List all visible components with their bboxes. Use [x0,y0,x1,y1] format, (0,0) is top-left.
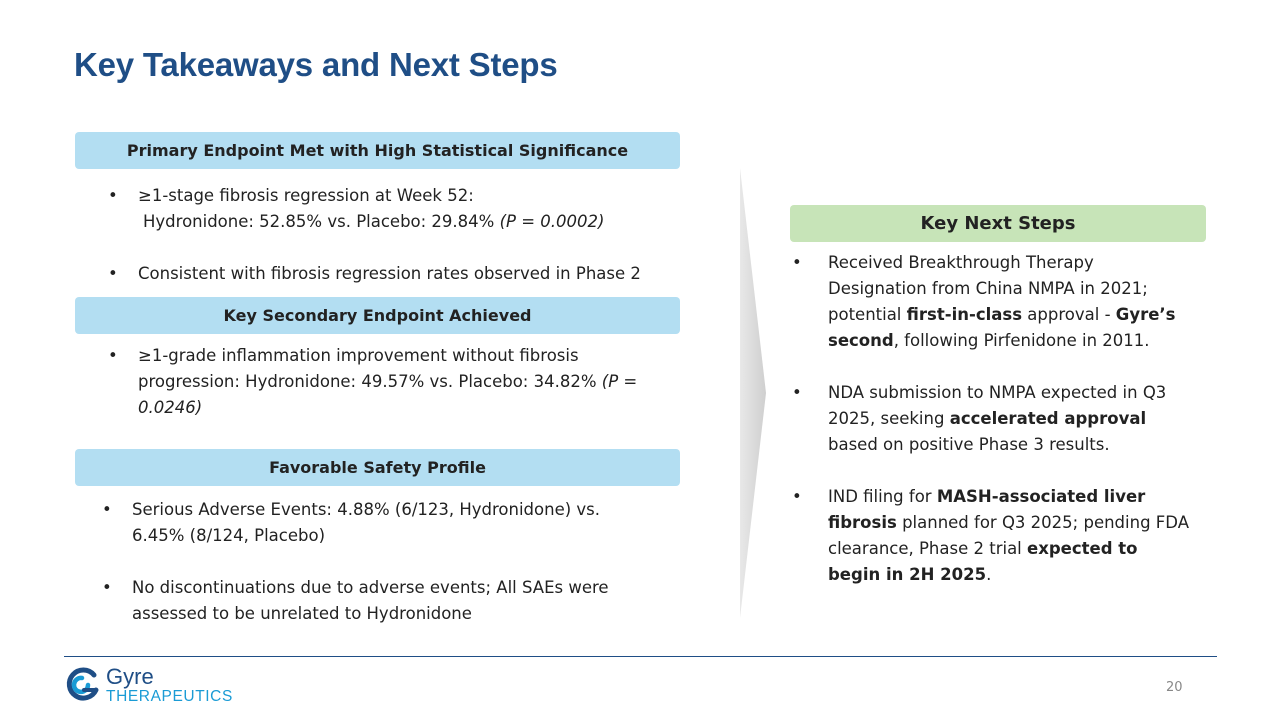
list-item [102,575,642,627]
bullet-text: , following Pirfenidone in 2011. [893,331,1150,350]
result-text: Hydronidone: 52.85% vs. Placebo: 29.84% [143,212,495,231]
gyre-swirl-logo-icon [64,666,100,704]
primary-endpoint-list [108,183,688,287]
secondary-endpoint-list [108,343,668,421]
p-value: (P = 0.0246) [138,372,638,417]
bullet-text: Received Breakthrough Therapy Designation from China NMPA in 2021; potential [828,253,1148,324]
bullet-text: Serious Adverse Events: 4.88% (6/123, Hydronidone) vs. 6.45% (8/124, Placebo) [132,500,601,545]
emphasis-text: expected to begin in 2H 2025 [828,539,1138,584]
bullet-text: NDA submission to NMPA expected in Q3 2025, seeking [828,383,1167,428]
bullet-text: . [986,565,992,584]
emphasis-text: first-in-class [906,305,1023,324]
list-item [108,183,688,235]
page-title: Key Takeaways and Next Steps [74,46,558,83]
safety-profile-list [102,497,642,627]
bullet-text: IND filing for [828,487,932,506]
footer-divider [64,656,1217,657]
list-item [792,250,1192,354]
bullet-text: based on positive Phase 3 results. [828,435,1110,454]
next-steps-list [792,250,1192,588]
company-logo [64,666,233,705]
logo-name: Gyre [106,664,154,689]
emphasis-text: MASH-associated liver fibrosis [828,487,1146,532]
list-item [108,261,688,287]
bullet-text: Consistent with fibrosis regression rates observed in Phase 2 [138,264,641,283]
emphasis-text: accelerated approval [949,409,1147,428]
list-item [792,380,1192,458]
key-next-steps-header: Key Next Steps [790,205,1206,242]
bullet-text: ≥1-stage fibrosis regression at Week 52: [138,186,474,205]
bullet-text: planned for Q3 2025; pending FDA clearance, Phase 2 trial [828,513,1189,558]
logo-subtitle: THERAPEUTICS [106,688,233,705]
emphasis-text: Gyre’s second [828,305,1176,350]
page-number: 20 [1166,680,1183,695]
bullet-text: approval - [1027,305,1111,324]
list-item [102,497,642,549]
bullet-text: No discontinuations due to adverse events; All SAEs were assessed to be unrelated to Hydronidone [132,578,609,623]
list-item [108,343,668,421]
p-value: (P = 0.0002) [499,212,605,231]
bullet-text: ≥1-grade inflammation improvement without fibrosis progression: Hydronidone: 49.57% vs. Placebo: 34.82% [138,346,597,391]
list-item [792,484,1192,588]
primary-endpoint-header: Primary Endpoint Met with High Statistical Significance [75,132,680,169]
secondary-endpoint-header: Key Secondary Endpoint Achieved [75,297,680,334]
chevron-arrow-icon [738,168,770,618]
bullet-text-line2 [138,209,688,235]
safety-profile-header: Favorable Safety Profile [75,449,680,486]
